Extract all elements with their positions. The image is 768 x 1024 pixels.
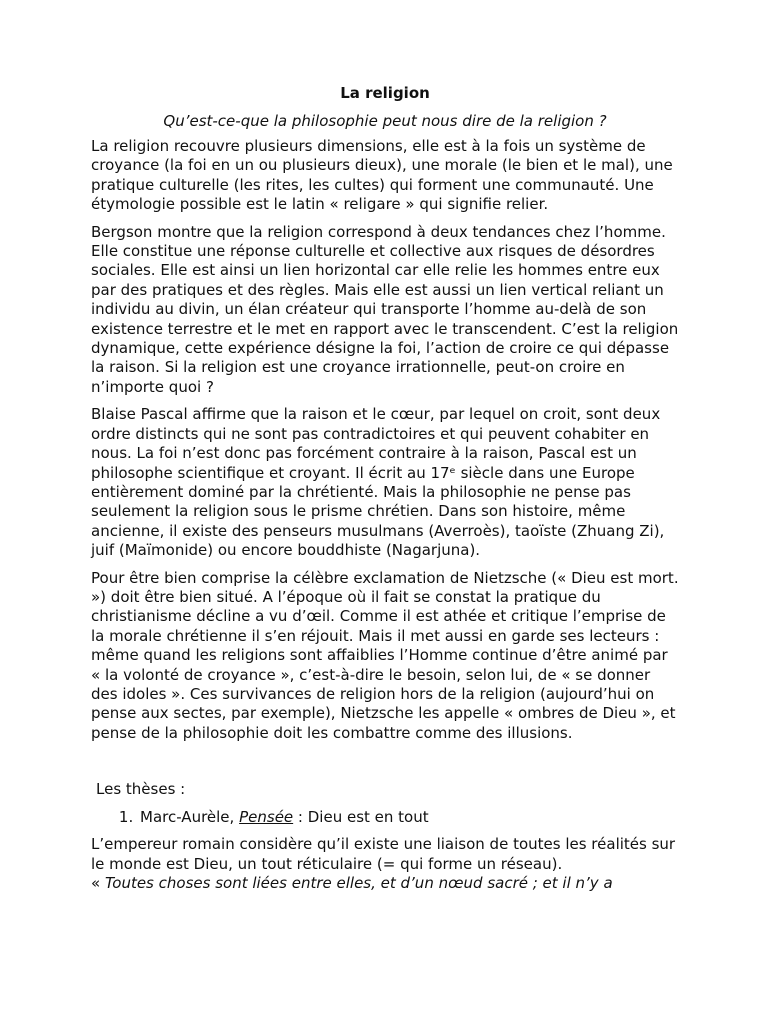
thesis-item (138, 807, 679, 827)
paragraph-bergson: Bergson montre que la religion correspond à deux tendances chez l’homme. Elle constitue une réponse culturelle et collective aux risques de désordres sociales. Elle est ainsi un lien horizontal car elle relie les hommes entre eux par des pratiques et des règles. Mais elle est aussi un lien vertical reliant un individu au divin, un élan créateur qui transporte l’homme au-delà de son existence terrestre et le met en rapport avec le transcendent. C’est la religion dynamique, cette expérience désigne la foi, l’action de croire ce qui dépasse la raison. Si la religion est une croyance irrationnelle, peut-on croire en n’importe quoi ? (91, 222, 679, 396)
thesis-claim: : Dieu est en tout (293, 808, 429, 827)
thesis-work-title: Pensée (239, 808, 294, 827)
quote-open-mark: « (91, 874, 105, 892)
theses-list (91, 807, 679, 827)
section-spacer (91, 751, 679, 779)
paragraph-pascal: Blaise Pascal affirme que la raison et le cœur, par lequel on croit, sont deux ordre distincts qui ne sont pas contradictoires et qui peuvent cohabiter en nous. La foi n’est donc pas forcément contraire à la raison, Pascal est un philosophe scientifique et croyant. Il écrit au 17ᵉ siècle dans une Europe entièrement dominé par la chrétienté. Mais la philosophie ne pense pas seulement la religion sous le prisme chrétien. Dans son histoire, même ancienne, il existe des penseurs musulmans (Averroès), taoïste (Zhuang Zi), juif (Maïmonide) ou encore bouddhiste (Nagarjuna). (91, 405, 665, 560)
paragraph-nietzsche: Pour être bien comprise la célèbre exclamation de Nietzsche (« Dieu est mort. ») doit être bien situé. A l’époque où il fait se constat la pratique du christianisme décline a vu d’œil. Comme il est athée et critique l’emprise de la morale chrétienne il s’en réjouit. Mais il met aussi en garde ses lecteurs : même quand les religions sont affaiblies l’Homme continue d’être animé par « la volonté de croyance », c’est-à-dire le besoin, selon lui, de « se donner des idoles ». Ces survivances de religion hors de la religion (aujourd’hui on pense aux sectes, par exemple), Nietzsche les appelle « ombres de Dieu », et pense de la philosophie doit les combattre comme des illusions. (91, 568, 679, 742)
document-subtitle: Qu’est-ce-que la philosophie peut nous dire de la religion ? (163, 112, 607, 130)
thesis-author: Marc-Aurèle, (140, 808, 235, 827)
document-title: La religion (340, 84, 430, 102)
paragraph-marc-aurele: L’empereur romain considère qu’il existe une liaison de toutes les réalités sur le monde est Dieu, un tout réticulaire (= qui forme un réseau). (91, 835, 676, 873)
theses-heading: Les thèses : (96, 780, 186, 799)
document-page (91, 83, 679, 893)
paragraph-definition: La religion recouvre plusieurs dimensions, elle est à la fois un système de croyance (la foi en un ou plusieurs dieux), une morale (le bien et le mal), une pratique culturelle (les rites, les cultes) qui forment une communauté. Une étymologie possible est le latin « religare » qui signifie relier. (91, 137, 673, 214)
quote-text: Toutes choses sont liées entre elles, et d’un nœud sacré ; et il n’y a (104, 874, 613, 892)
quote-marc-aurele (91, 874, 679, 893)
